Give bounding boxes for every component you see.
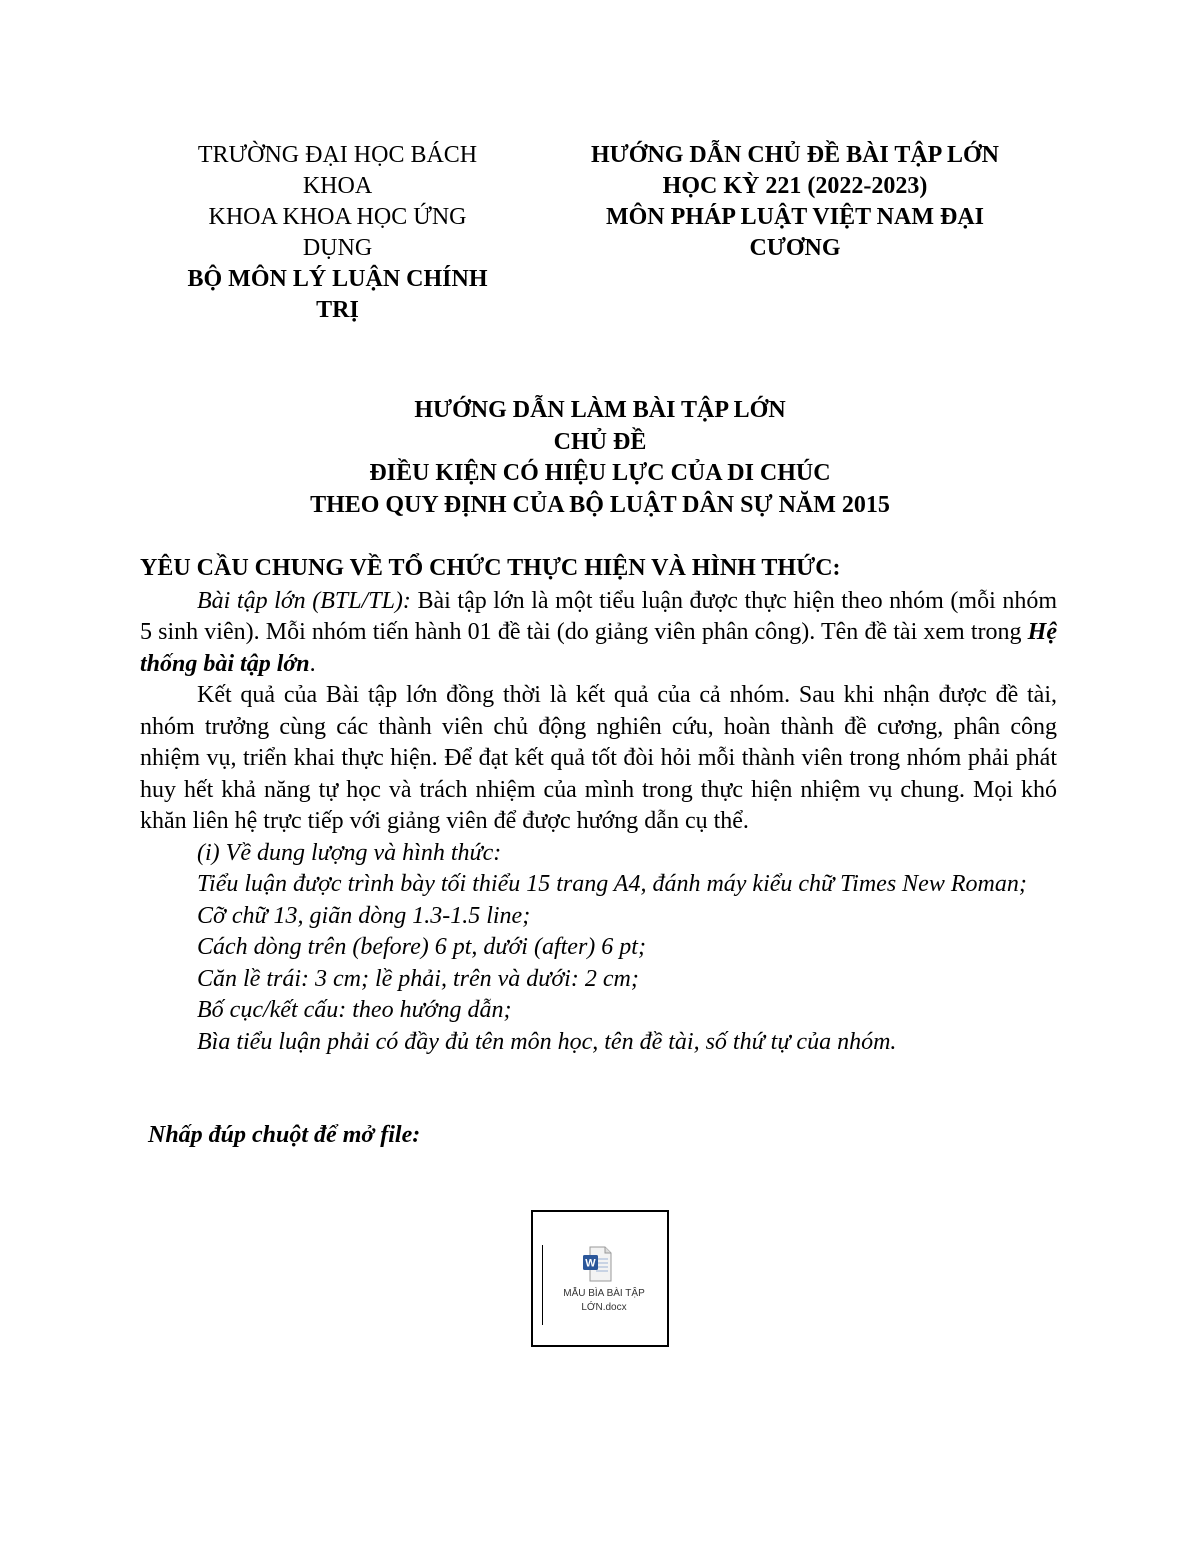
- paragraph-result: Kết quả của Bài tập lớn đồng thời là kết quả của cả nhóm. Sau khi nhận được đề tài, nhóm trưởng cùng các thành viên chủ động nghiên cứu, hoàn thành đề cương, phân công nhiệm vụ, triển khai thực hiện. Để đạt kết quả tốt đòi hỏi mỗi thành viên trong nhóm phải phát huy hết khả năng tự học và trách nhiệm của mình trong thực hiện nhiệm vụ chung. Mọi khó khăn liên hệ trực tiếp với giảng viên để được hướng dẫn cụ thể.: [140, 682, 1057, 834]
- requirement-item: Bố cục/kết cấu: theo hướng dẫn;: [197, 997, 512, 1023]
- department-name-line1: BỘ MÔN LÝ LUẬN CHÍNH: [187, 266, 488, 292]
- requirements-heading: (i) Về dung lượng và hình thức:: [197, 839, 502, 866]
- requirement-item: Cỡ chữ 13, giãn dòng 1.3-1.5 line;: [197, 902, 531, 929]
- semester-line: HỌC KỲ 221 (2022-2023): [662, 173, 928, 199]
- requirement-item: Tiểu luận được trình bày tối thiểu 15 trang A4, đánh máy kiểu chữ Times New Roman;: [197, 871, 1027, 897]
- word-icon-letter: W: [585, 1257, 596, 1270]
- filename-line2: LỚN.docx: [581, 1302, 627, 1313]
- header-course-block: [545, 140, 1045, 264]
- section-heading: YÊU CẦU CHUNG VỀ TỔ CHỨC THỰC HIỆN VÀ HÌNH THỨC:: [140, 555, 841, 581]
- title-line3: ĐIỀU KIỆN CÓ HIỆU LỰC CỦA DI CHÚC: [369, 460, 831, 486]
- document-title: [140, 395, 1060, 521]
- requirement-item: Cách dòng trên (before) 6 pt, dưới (after) 6 pt;: [197, 934, 646, 960]
- btl-system-emphasis: Hệ thống bài tập lớn: [140, 619, 1057, 677]
- faculty-name-line1: KHOA KHOA HỌC ỨNG: [208, 204, 467, 230]
- university-name-line2: KHOA: [302, 173, 373, 199]
- faculty-name-line2: DỤNG: [302, 235, 373, 261]
- document-body: [140, 553, 1057, 1058]
- university-name-line1: TRƯỜNG ĐẠI HỌC BÁCH: [197, 142, 478, 168]
- requirement-item: Bìa tiểu luận phải có đầy đủ tên môn học, tên đề tài, số thứ tự của nhóm.: [197, 1028, 897, 1055]
- title-line1: HƯỚNG DẪN LÀM BÀI TẬP LỚN: [414, 397, 786, 423]
- guide-title-line: HƯỚNG DẪN CHỦ ĐỀ BÀI TẬP LỚN: [590, 142, 1000, 168]
- title-line2: CHỦ ĐỀ: [553, 428, 647, 455]
- requirement-item: Căn lề trái: 3 cm; lề phải, trên và dưới: 2 cm;: [197, 965, 639, 992]
- filename-line1: MẪU BÌA BÀI TẬP: [563, 1288, 645, 1299]
- paragraph-btl: [140, 586, 1057, 681]
- header-university-block: [140, 140, 535, 326]
- attachment-filename: [545, 1287, 663, 1315]
- word-document-icon: [582, 1246, 612, 1282]
- course-name-line1: MÔN PHÁP LUẬT VIỆT NAM ĐẠI: [605, 204, 985, 230]
- btl-label: Bài tập lớn (BTL/TL):: [197, 587, 411, 614]
- course-name-line2: CƯƠNG: [749, 235, 841, 261]
- btl-end: .: [309, 650, 316, 677]
- department-name-line2: TRỊ: [316, 297, 359, 323]
- title-line4: THEO QUY ĐỊNH CỦA BỘ LUẬT DÂN SỰ NĂM 2015: [310, 491, 890, 518]
- open-file-instruction: Nhấp đúp chuột để mở file:: [148, 1122, 421, 1148]
- embedded-file-attachment[interactable]: [531, 1210, 669, 1347]
- text-cursor-bar: [542, 1245, 543, 1325]
- btl-text: Bài tập lớn là một tiểu luận được thực hiện theo nhóm (mỗi nhóm 5 sinh viên). Mỗi nhóm tiến hành 01 đề tài (do giảng viên phân công). Tên đề tài xem trong: [140, 587, 1057, 645]
